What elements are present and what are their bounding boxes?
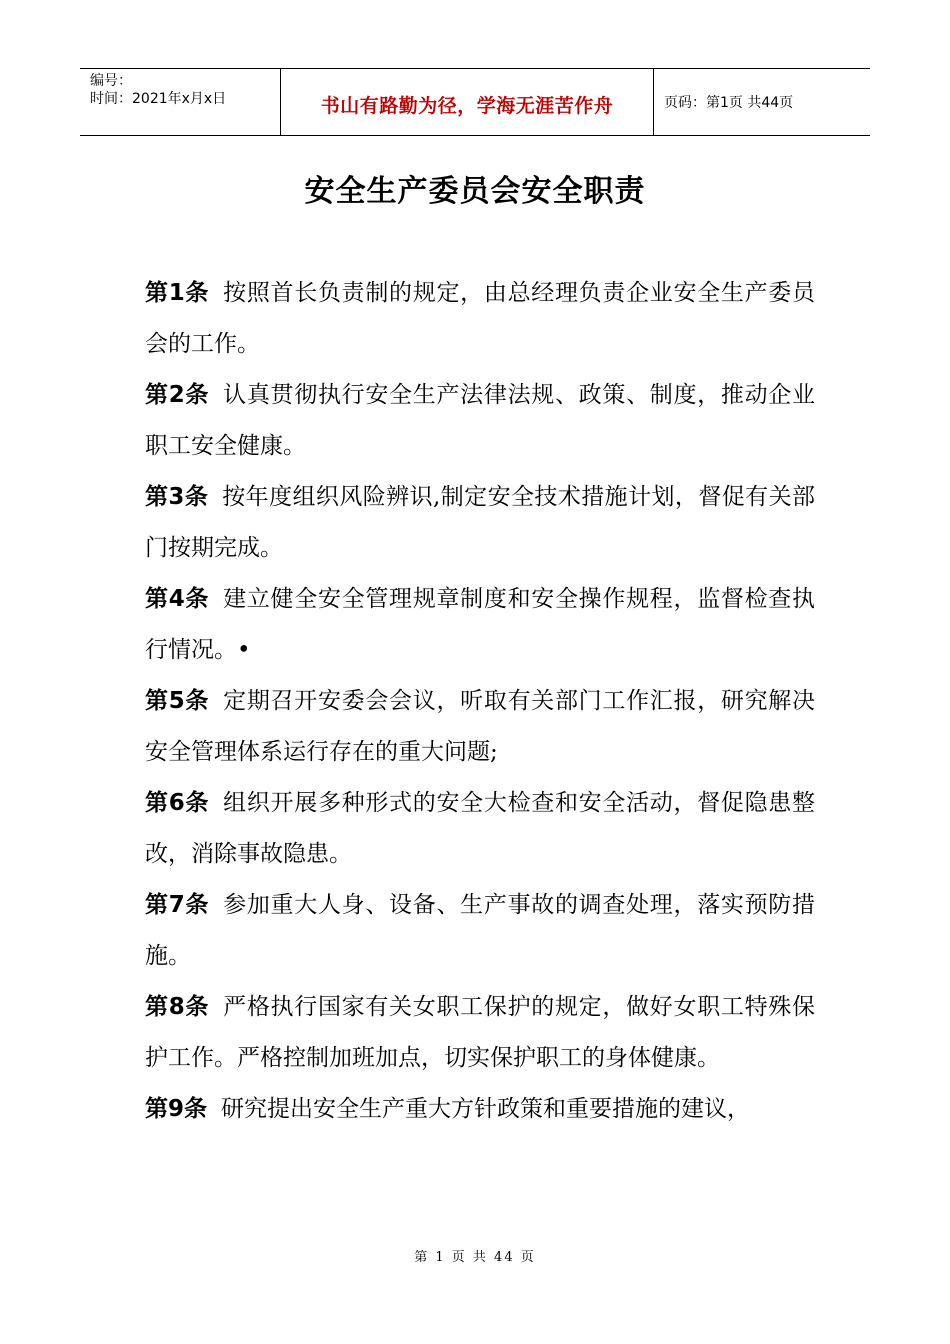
article-text: 认真贯彻执行安全生产法律法规、政策、制度，推动企业职工安全健康。 bbox=[145, 382, 815, 459]
article-text: 定期召开安委会会议，听取有关部门工作汇报，研究解决安全管理体系运行存在的重大问题; bbox=[145, 688, 815, 765]
article-item bbox=[145, 1084, 815, 1135]
article-item bbox=[145, 472, 815, 574]
article-text: 组织开展多种形式的安全大检查和安全活动，督促隐患整改，消除事故隐患。 bbox=[145, 790, 815, 867]
article-text: 参加重大人身、设备、生产事故的调查处理，落实预防措施。 bbox=[145, 892, 815, 969]
article-label: 第6条 bbox=[145, 790, 210, 816]
article-label: 第8条 bbox=[145, 994, 210, 1020]
article-item bbox=[145, 880, 815, 982]
article-label: 第4条 bbox=[145, 586, 210, 612]
document-title: 安全生产委员会安全职责 bbox=[304, 174, 646, 209]
article-text: 按照首长负责制的规定，由总经理负责企业安全生产委员会的工作。 bbox=[145, 280, 815, 357]
article-item bbox=[145, 676, 815, 778]
document-number-label: 编号： bbox=[90, 73, 132, 89]
article-label: 第3条 bbox=[145, 484, 209, 510]
article-label: 第7条 bbox=[145, 892, 210, 918]
article-text: 建立健全安全管理规章制度和安全操作规程，监督检查执行情况。• bbox=[145, 586, 815, 663]
header-motto-cell bbox=[281, 69, 654, 135]
header-meta-cell bbox=[80, 69, 281, 135]
document-time-label: 时间：2021年x月x日 bbox=[90, 91, 227, 107]
article-text: 研究提出安全生产重大方针政策和重要措施的建议， bbox=[221, 1096, 751, 1122]
article-item bbox=[145, 574, 815, 676]
article-label: 第9条 bbox=[145, 1096, 208, 1122]
article-item bbox=[145, 268, 815, 370]
article-label: 第5条 bbox=[145, 688, 210, 714]
article-item bbox=[145, 370, 815, 472]
article-item bbox=[145, 778, 815, 880]
header-motto: 书山有路勤为径，学海无涯苦作舟 bbox=[320, 94, 614, 117]
header-page-info: 页码：第1页 共44页 bbox=[664, 95, 794, 111]
article-item bbox=[145, 982, 815, 1084]
article-text: 按年度组织风险辨识,制定安全技术措施计划，督促有关部门按期完成。 bbox=[145, 484, 815, 561]
header-page-cell bbox=[654, 69, 870, 135]
article-text: 严格执行国家有关女职工保护的规定，做好女职工特殊保护工作。严格控制加班加点，切实保护职工的身体健康。 bbox=[145, 994, 815, 1071]
article-list bbox=[145, 268, 815, 1135]
article-label: 第1条 bbox=[145, 280, 210, 306]
article-label: 第2条 bbox=[145, 382, 210, 408]
page-footer: 第 1 页 共 44 页 bbox=[414, 1250, 536, 1265]
document-header bbox=[80, 68, 870, 136]
